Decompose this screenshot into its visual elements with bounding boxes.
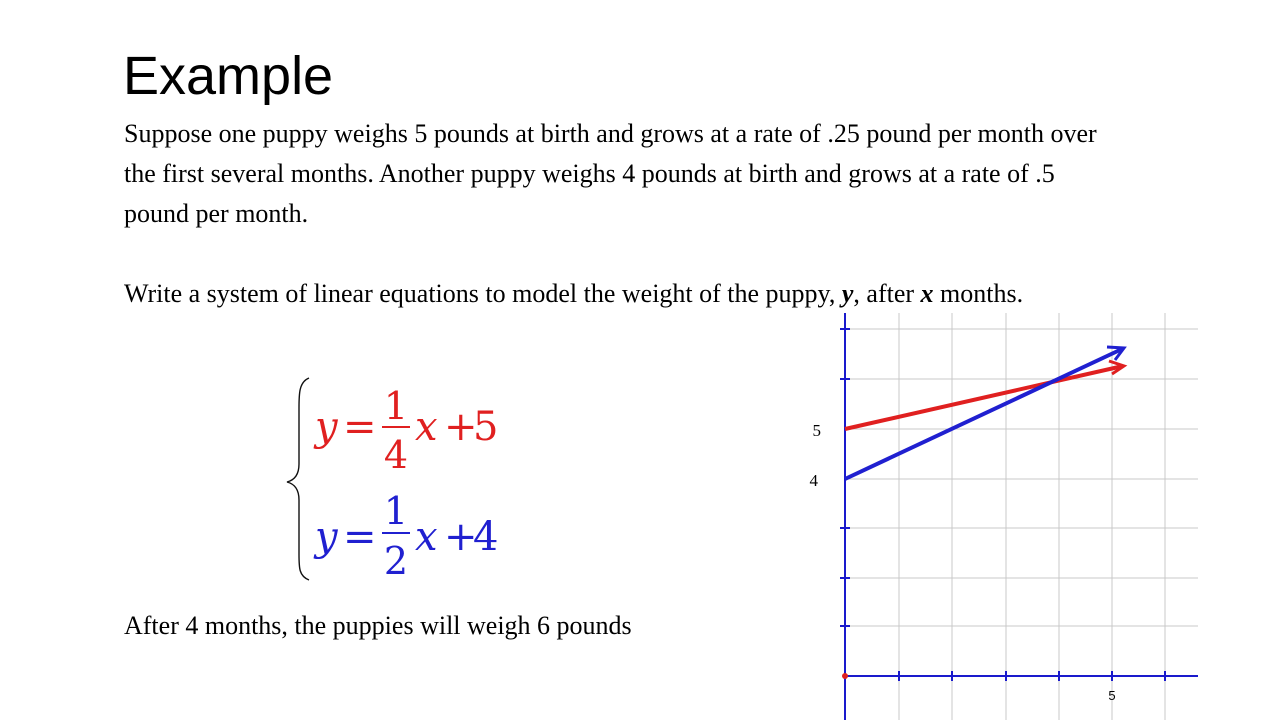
eq1-equals: = [343,404,377,450]
problem-statement: Suppose one puppy weighs 5 pounds at birth and grows at a rate of .25 pound per month over the first several months. Another puppy weighs 4 pounds at birth and grows at a rate of .5 pound per month. [124,119,1097,228]
y-label-4: 4 [809,471,818,490]
equation-system [285,374,525,584]
slide-title: Example [123,46,334,106]
eq2-plus: + [444,514,478,560]
origin-point [842,673,848,679]
eq2-lhs: y [315,514,338,560]
equation-2 [313,489,498,583]
variable-y: y [841,279,854,308]
variable-x: x [920,279,934,308]
blue-line [845,349,1122,479]
eq1-lhs: y [315,404,338,450]
system-brace [287,378,309,580]
task-text-3: months. [933,279,1024,308]
eq1-numerator: 1 [383,384,409,428]
eq1-constant: 5 [473,404,499,450]
grid-lines [845,313,1198,720]
equation-1 [313,384,498,477]
eq2-constant: 4 [473,514,499,560]
coordinate-graph [800,310,1200,720]
eq1-denominator: 4 [383,433,409,477]
eq1-plus: + [444,404,478,450]
task-statement [124,274,1124,314]
eq2-variable: x [415,514,438,560]
eq2-denominator: 2 [383,539,409,583]
task-text-2: , after [853,279,921,308]
red-line [845,366,1123,429]
eq1-variable: x [415,404,438,450]
eq2-numerator: 1 [383,489,409,533]
x-label-5: 5 [1108,688,1116,703]
eq2-equals: = [343,514,377,560]
task-text-1: Write a system of linear equations to model the weight of the puppy, [124,279,842,308]
conclusion-text: After 4 months, the puppies will weigh 6 pounds [124,611,632,640]
y-label-5: 5 [812,421,821,440]
